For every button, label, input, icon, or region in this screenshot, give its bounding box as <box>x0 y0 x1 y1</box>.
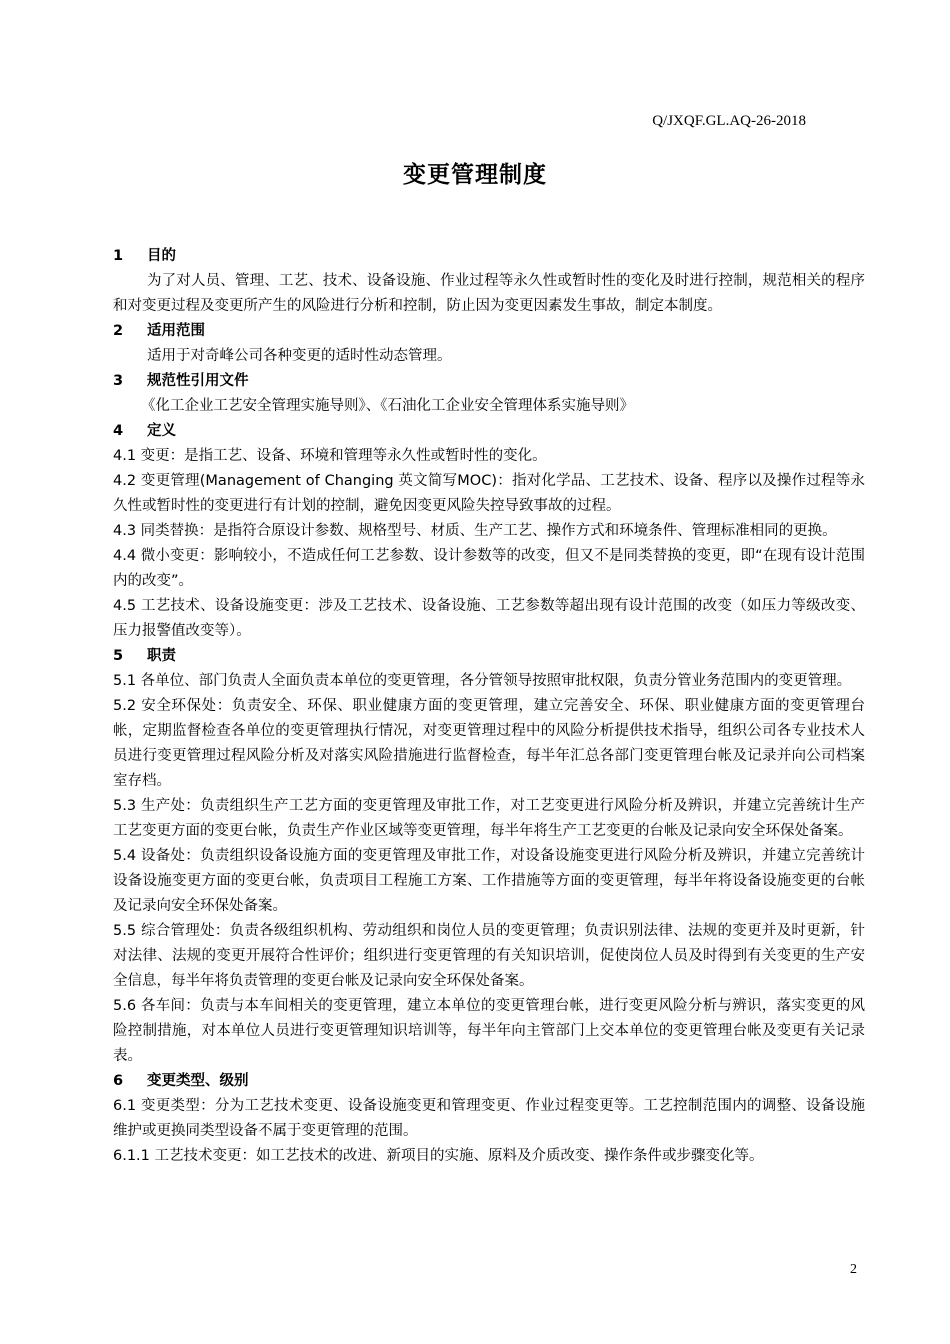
document-body <box>113 244 865 1169</box>
definition-item: 4.4 微小变更：影响较小，不造成任何工艺参数、设计参数等的改变，但又不是同类替换的变更，即“在现有设计范围内的改变”。 <box>113 548 865 589</box>
section-heading-purpose: 1 目的 <box>113 248 176 264</box>
definition-item: 4.2 变更管理(Management of Changing 英文简写MOC)：指对化学品、工艺技术、设备、程序以及操作过程等永久性或暂时性的变更进行有计划的控制，避免因变更风险失控导致事故的过程。 <box>113 473 865 514</box>
section-heading-scope: 2 适用范围 <box>113 323 205 339</box>
page-number: 2 <box>850 1262 857 1277</box>
change-type-item: 6.1 变更类型：分为工艺技术变更、设备设施变更和管理变更、作业过程变更等。工艺控制范围内的调整、设备设施维护或更换同类型设备不属于变更管理的范围。 <box>113 1098 865 1139</box>
section-text-references: 《化工企业工艺安全管理实施导则》、《石油化工企业安全管理体系实施导则》 <box>141 398 634 414</box>
responsibility-item: 5.2 安全环保处：负责安全、环保、职业健康方面的变更管理，建立完善安全、环保、职业健康方面的变更管理台帐，定期监督检查各单位的变更管理执行情况，对变更管理过程中的风险分析提供技术指导，组织公司各专业技术人员进行变更管理过程风险分析及对落实风险措施进行监督检查，每半年汇总各部门变更管理台帐及记录并向公司档案室存档。 <box>113 698 865 789</box>
section-text-scope: 适用于对奇峰公司各种变更的适时性动态管理。 <box>147 348 452 364</box>
section-heading-definitions: 4 定义 <box>113 423 176 439</box>
document-code: Q/JXQF.GL.AQ-26-2018 <box>652 113 806 129</box>
section-heading-change-types: 6 变更类型、级别 <box>113 1073 249 1089</box>
definition-item: 4.3 同类替换：是指符合原设计参数、规格型号、材质、生产工艺、操作方式和环境条件、管理标准相同的更换。 <box>113 523 837 539</box>
definition-item: 4.5 工艺技术、设备设施变更：涉及工艺技术、设备设施、工艺参数等超出现有设计范围的改变（如压力等级改变、压力报警值改变等）。 <box>113 598 865 639</box>
responsibility-item: 5.3 生产处：负责组织生产工艺方面的变更管理及审批工作，对工艺变更进行风险分析及辨识，并建立完善统计生产工艺变更方面的变更台帐，负责生产作业区域等变更管理，每半年将生产工艺变更的台帐及记录向安全环保处备案。 <box>113 798 865 839</box>
document-title: 变更管理制度 <box>403 162 547 188</box>
definition-item: 4.1 变更：是指工艺、设备、环境和管理等永久性或暂时性的变化。 <box>113 448 547 464</box>
responsibility-item: 5.4 设备处：负责组织设备设施方面的变更管理及审批工作，对设备设施变更进行风险分析及辨识，并建立完善统计设备设施变更方面的变更台帐，负责项目工程施工方案、工作措施等方面的变更管理，每半年将设备设施变更的台帐及记录向安全环保处备案。 <box>113 848 865 914</box>
responsibility-item: 5.5 综合管理处：负责各级组织机构、劳动组织和岗位人员的变更管理；负责识别法律、法规的变更并及时更新，针对法律、法规的变更开展符合性评价；组织进行变更管理的有关知识培训，促使岗位人员及时得到有关变更的生产安全信息，每半年将负责管理的变更台帐及记录向安全环保处备案。 <box>113 923 865 989</box>
responsibility-item: 5.6 各车间：负责与本车间相关的变更管理，建立本单位的变更管理台帐，进行变更风险分析与辨识，落实变更的风险控制措施，对本单位人员进行变更管理知识培训等，每半年向主管部门上交本单位的变更管理台帐及变更有关记录表。 <box>113 998 865 1064</box>
section-heading-references: 3 规范性引用文件 <box>113 373 249 389</box>
responsibility-item: 5.1 各单位、部门负责人全面负责本单位的变更管理，各分管领导按照审批权限，负责分管业务范围内的变更管理。 <box>113 673 852 689</box>
section-text-purpose: 为了对人员、管理、工艺、技术、设备设施、作业过程等永久性或暂时性的变化及时进行控制，规范相关的程序和对变更过程及变更所产生的风险进行分析和控制，防止因为变更因素发生事故，制定本制度。 <box>113 273 865 314</box>
section-heading-responsibilities: 5 职责 <box>113 648 176 664</box>
change-type-item: 6.1.1 工艺技术变更：如工艺技术的改进、新项目的实施、原料及介质改变、操作条件或步骤变化等。 <box>113 1148 764 1164</box>
